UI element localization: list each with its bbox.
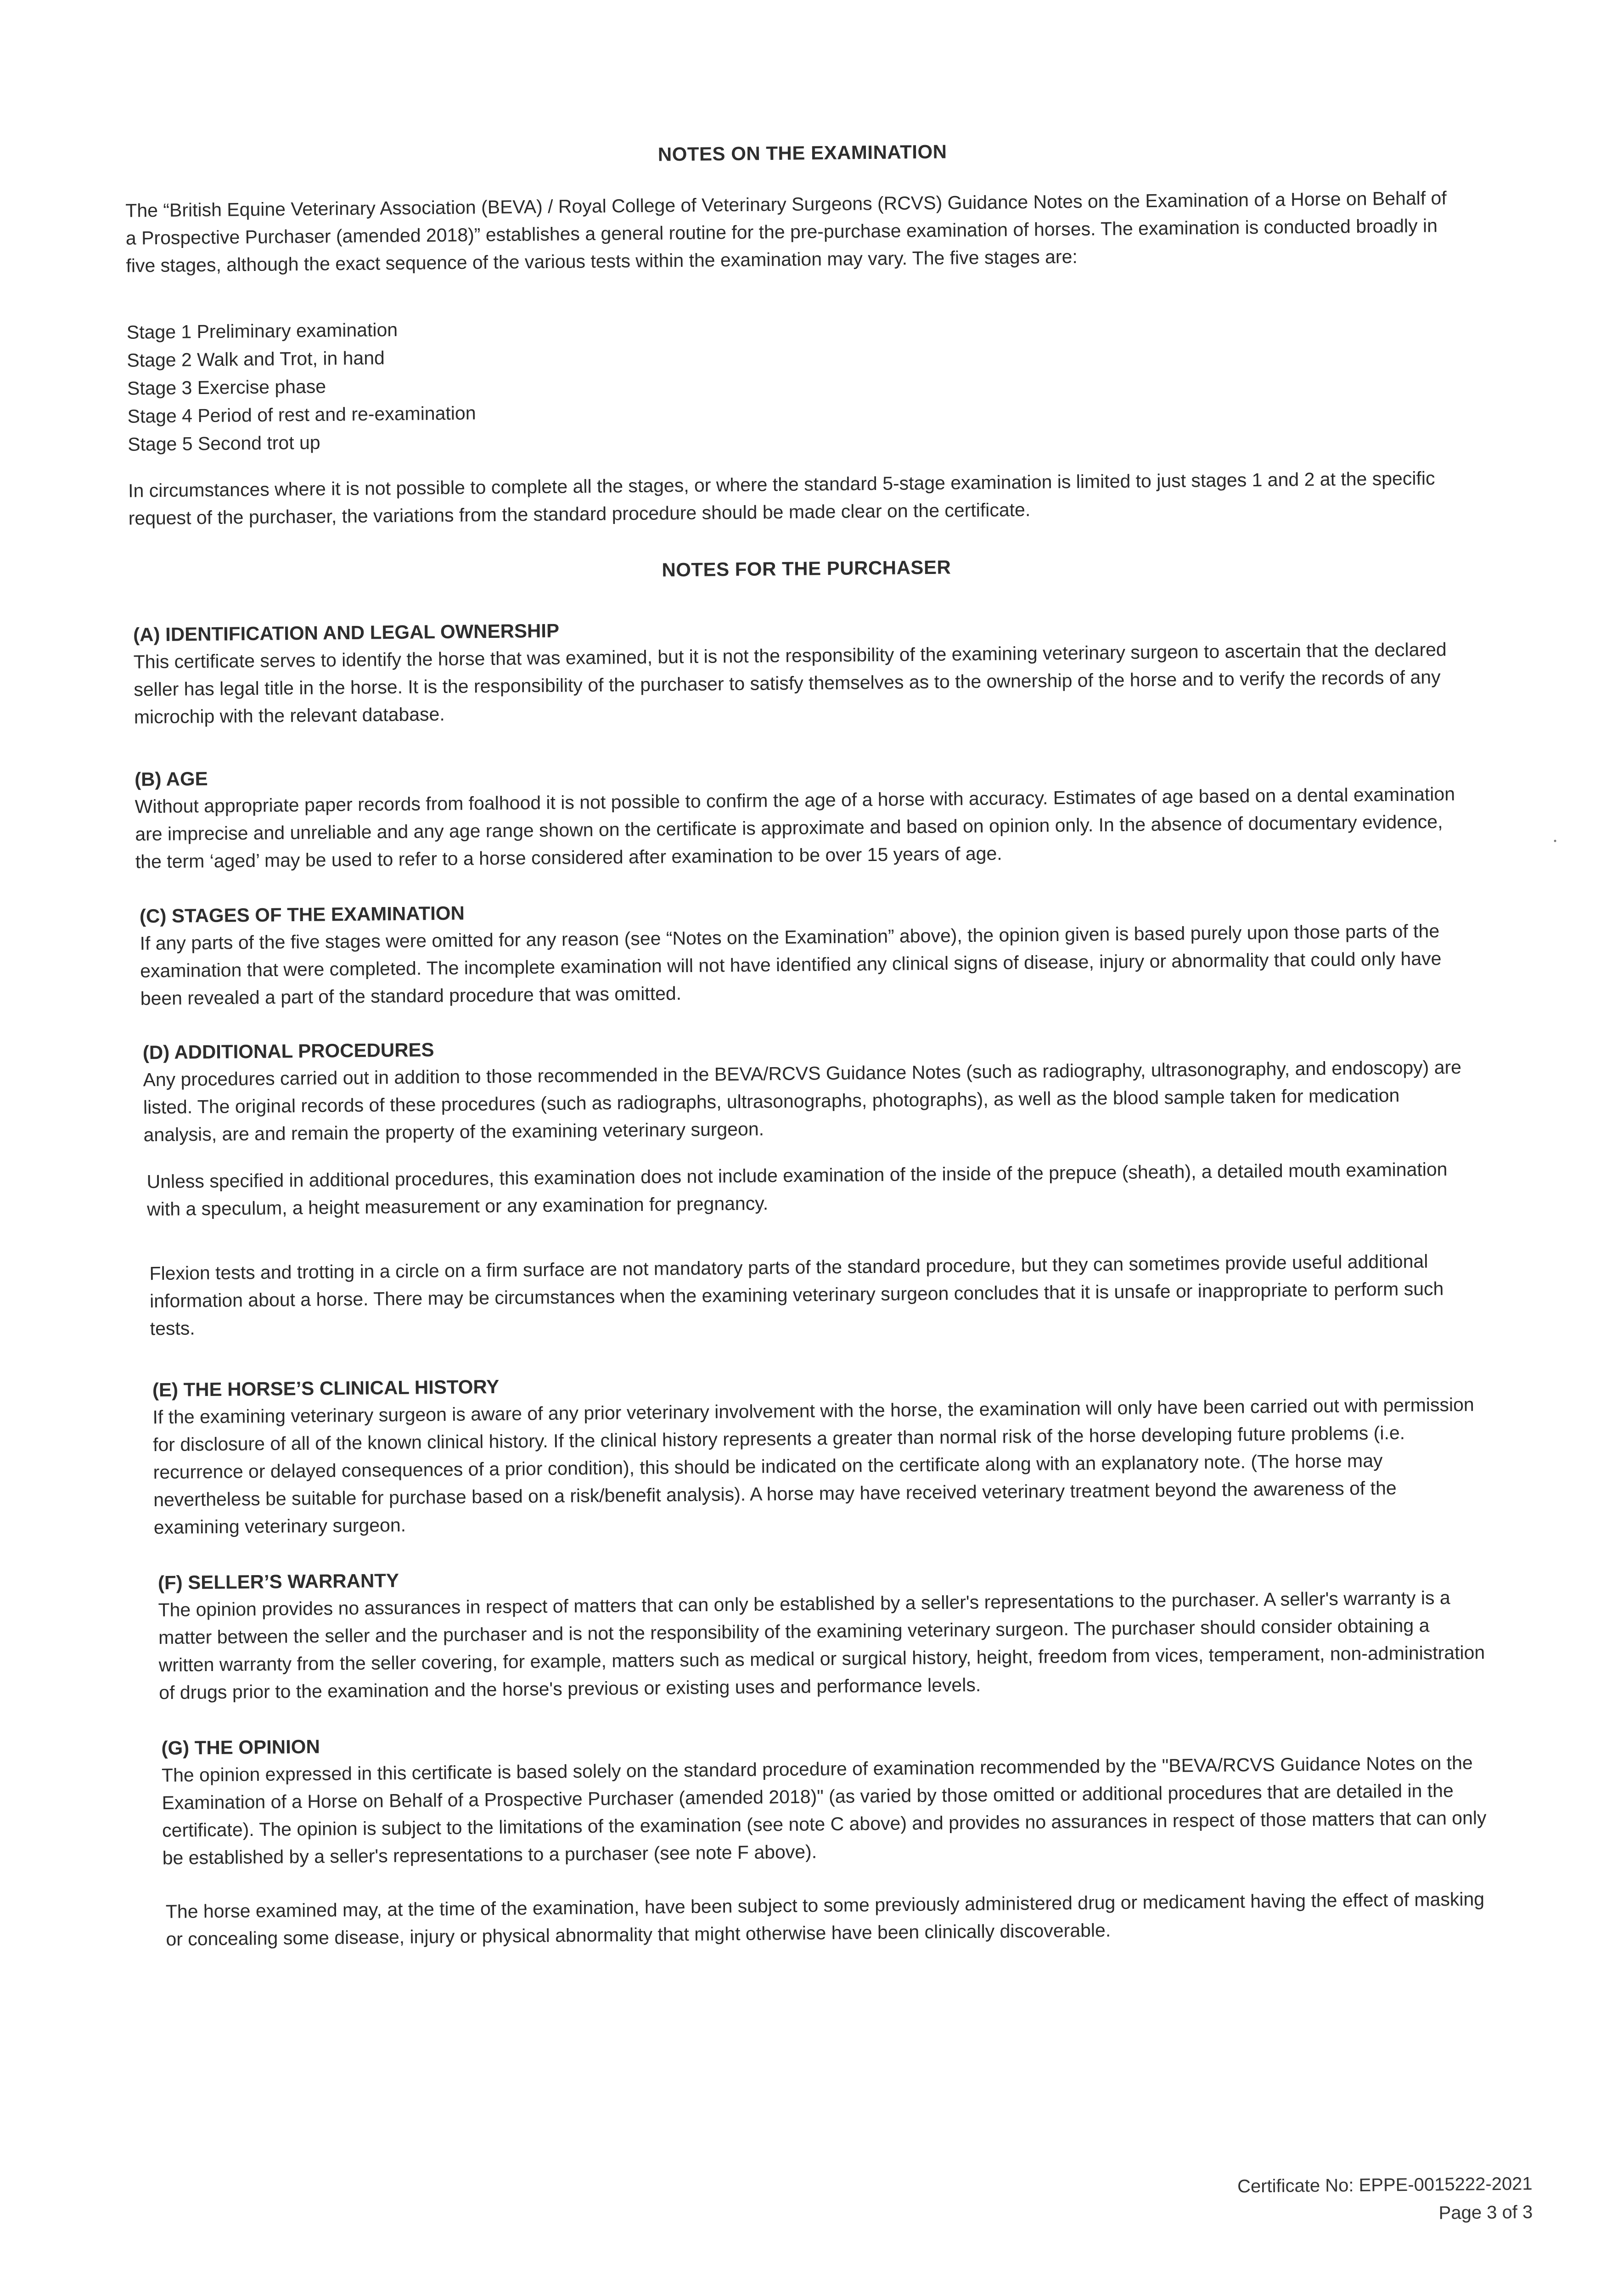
stage-item: Stage 2 Walk and Trot, in hand <box>127 347 385 371</box>
examination-closing-text: In circumstances where it is not possible to complete all the stages, or where the standard 5-stage examination is limited to just stages 1 and 2 at the specific request of the purchaser, the variations from the standard procedure should be made clear on the certificate. <box>128 467 1435 529</box>
examination-intro-text: The “British Equine Veterinary Association (BEVA) / Royal College of Veterinary Surgeons (RCVS) Guidance Notes on the Examination of a Horse on Behalf of a Prospective Purchaser (amended 2018)” establishes a general routine for the pre-purchase examination of horses. The examination is conducted broadly in five stages, although the exact sequence of the various tests within the examination may vary. The five stages are: <box>125 187 1447 276</box>
section-e-body <box>152 1390 1485 1541</box>
stage-item: Stage 1 Preliminary examination <box>126 319 398 343</box>
section-f-paragraph: The opinion provides no assurances in respect of matters that can only be established by a seller's representations to the purchaser. A seller's warranty is a matter between the seller and the purchaser and is not the responsibility of the examining veterinary surgeon. The purchaser should consider obtaining a written warranty from the seller covering, for example, matters such as medical or surgical history, height, freedom from vices, temperament, non-administration of drugs prior to the examination and the horse's previous or existing uses and performance levels. <box>158 1587 1485 1704</box>
section-d-paragraph: Any procedures carried out in addition to those recommended in the BEVA/RCVS Guidance Notes (such as radiography, ultrasonography, and endoscopy) are listed. The original records of these procedures (such as radiographs, ultrasonographs, photographs), as well as the blood sample taken for medication analysis, are and remain the property of the examining veterinary surgeon. <box>143 1056 1462 1146</box>
certificate-number: Certificate No: EPPE-0015222-2021 <box>1237 2173 1533 2197</box>
section-g-body-2 <box>166 1885 1498 1953</box>
section-d-body <box>143 1053 1475 1148</box>
section-g-heading: (G) THE OPINION <box>161 1735 320 1759</box>
page-footer <box>1237 2169 1533 2229</box>
section-c-paragraph: If any parts of the five stages were omitted for any reason (see “Notes on the Examination” above), the opinion given is based purely upon those parts of the examination that were completed. The incomplete examination will not have identified any clinical signs of disease, injury or abnormality that could only have been revealed a part of the standard procedure that was omitted. <box>140 920 1442 1009</box>
section-a-paragraph: This certificate serves to identify the horse that was examined, but it is not the responsibility of the examining veterinary surgeon to ascertain that the declared seller has legal title in the horse. It is the responsibility of the purchaser to satisfy themselves as to the ownership of the horse and to verify the records of any microchip with the relevant database. <box>133 639 1447 728</box>
section-f-body <box>158 1583 1490 1706</box>
stages-list <box>127 315 477 458</box>
section-b-paragraph: Without appropriate paper records from foalhood it is not possible to confirm the age of a horse with accuracy. Estimates of age based on a dental examination are imprecise and unreliable and any age range shown on the certificate is approximate and based on opinion only. In the absence of documentary evidence, the term ‘aged’ may be used to refer to a horse considered after examination to be over 15 years of age. <box>135 783 1455 872</box>
examination-closing <box>128 464 1460 532</box>
section-b-heading: (B) AGE <box>134 767 208 790</box>
stage-item: Stage 3 Exercise phase <box>127 376 326 399</box>
section-d-paragraph: Flexion tests and trotting in a circle on a firm surface are not mandatory parts of the standard procedure, but they can sometimes provide useful additional information about a horse. There may be circumstances when the examining veterinary surgeon concludes that it is unsafe or inappropriate to perform such tests. <box>149 1250 1444 1339</box>
section-e-paragraph: If the examining veterinary surgeon is aware of any prior veterinary involvement with the horse, the examination will only have been carried out with permission for disclosure of all of the known clinical history. If the clinical history represents a greater than normal risk of the horse developing future problems (i.e. recurrence or delayed consequences of a prior condition), this should be indicated on the certificate along with an explanatory note. (The horse may nevertheless be suitable for purchase based on a risk/benefit analysis). A horse may have received veterinary treatment beyond the awareness of the examining veterinary surgeon. <box>152 1394 1474 1538</box>
notes-on-examination-title: NOTES ON THE EXAMINATION <box>657 141 947 165</box>
section-a-heading: (A) IDENTIFICATION AND LEGAL OWNERSHIP <box>133 619 560 646</box>
section-d-heading: (D) ADDITIONAL PROCEDURES <box>142 1039 434 1064</box>
page-number: Page 3 of 3 <box>1438 2202 1533 2223</box>
section-g-paragraph: The horse examined may, at the time of the examination, have been subject to some previously administered drug or medicament having the effect of masking or concealing some disease, injury or physical abnormality that might otherwise have been clinically discoverable. <box>165 1888 1485 1950</box>
section-g-body <box>162 1749 1494 1872</box>
section-d-paragraph: Unless specified in additional procedures, this examination does not include examination of the inside of the prepuce (sheath), a detailed mouth examination with a speculum, a height measurement or any examination for pregnancy. <box>146 1159 1448 1220</box>
section-f-heading: (F) SELLER’S WARRANTY <box>157 1570 399 1594</box>
scan-speck <box>1554 840 1556 842</box>
stage-item: Stage 4 Period of rest and re-examination <box>127 402 476 427</box>
notes-for-purchaser-title: NOTES FOR THE PURCHASER <box>662 556 951 581</box>
section-c-body <box>140 917 1472 1013</box>
section-a-body <box>133 636 1466 731</box>
stage-item: Stage 5 Second trot up <box>127 432 320 455</box>
section-e-heading: (E) THE HORSE’S CLINICAL HISTORY <box>152 1375 500 1401</box>
section-c-heading: (C) STAGES OF THE EXAMINATION <box>139 902 465 927</box>
examination-intro <box>125 184 1458 280</box>
section-b-body <box>135 780 1467 876</box>
section-g-paragraph: The opinion expressed in this certificate is based solely on the standard procedure of examination recommended by the "BEVA/RCVS Guidance Notes on the Examination of a Horse on Behalf of a Prospective Purchaser (amended 2018)" (as varied by those omitted or additional procedures that are detailed in the certificate). The opinion is subject to the limitations of the examination (see note C above) and provides no assurances in respect of those matters that can only be established by a seller's representations to a purchaser (see note F above). <box>161 1752 1487 1868</box>
section-d-body-3 <box>149 1247 1482 1342</box>
section-d-body-2 <box>146 1155 1478 1223</box>
